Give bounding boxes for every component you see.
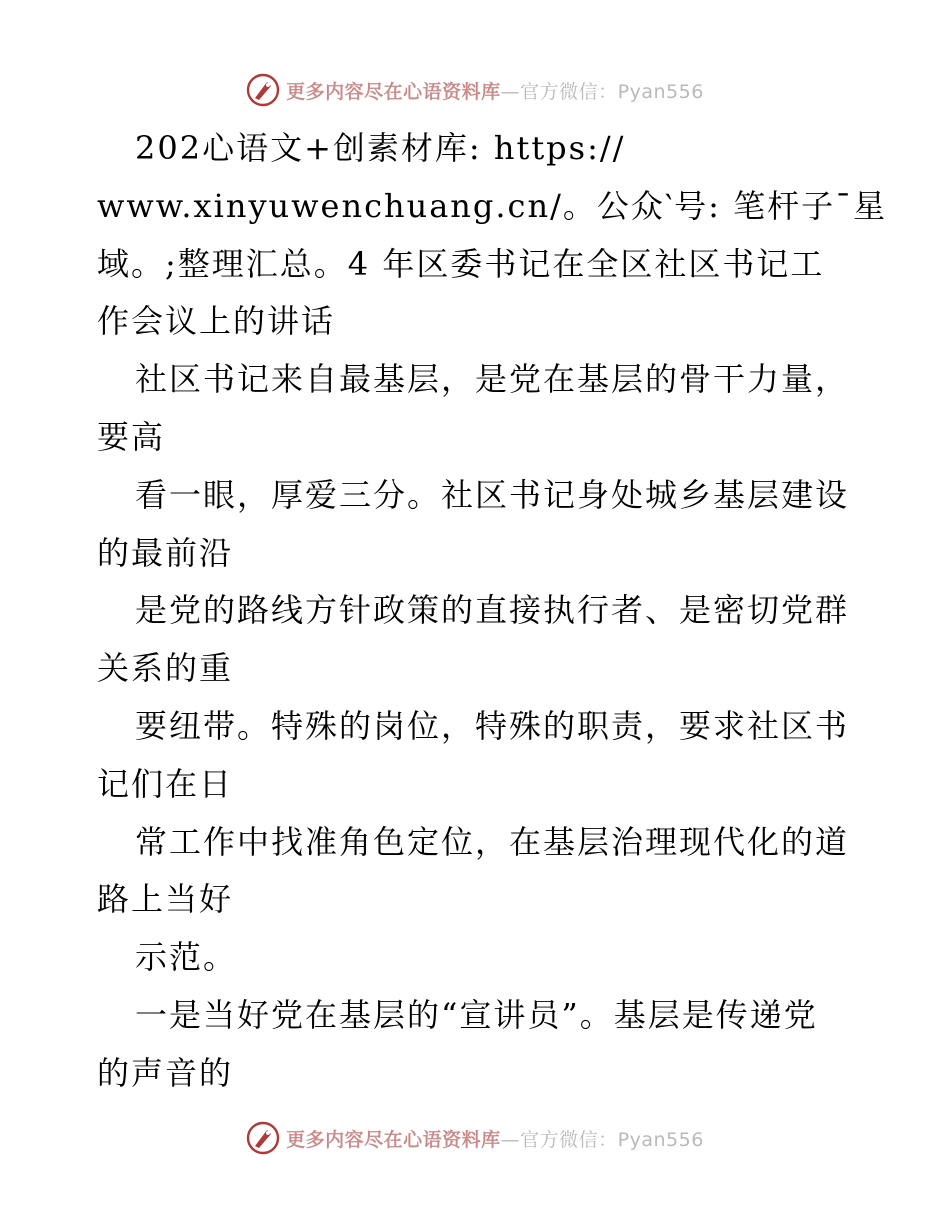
banner-main-text: 更多内容尽在心语资料库: [286, 1128, 501, 1151]
text-line: 的最前沿: [97, 533, 234, 572]
text-line: 的声音的: [97, 1053, 234, 1092]
text-line: 看一眼，厚爱三分。社区书记身处城乡基层建设: [135, 475, 850, 514]
footer-banner: [0, 1118, 950, 1158]
pen-nib-logo-icon: [246, 73, 280, 107]
banner-suffix-text: 官方微信：Pyan556: [520, 80, 704, 103]
banner-suffix-text: 官方微信：Pyan556: [520, 1128, 704, 1151]
text-line: 是党的路线方针政策的直接执行者、是密切党群: [135, 591, 850, 630]
text-line: 路上当好: [97, 880, 234, 919]
text-line: 社区书记来自最基层，是党在基层的骨干力量，: [135, 360, 850, 399]
text-line: 202心语文+创素材库: https://: [135, 129, 626, 167]
text-line: www.xinyuwenchuang.cn/。公众‵号: 笔杆子¯星: [97, 186, 888, 225]
header-banner: [0, 70, 950, 110]
banner-dash: —: [500, 80, 521, 103]
header-banner-content: [246, 73, 704, 107]
text-line: 域。;整理汇总。4 年区委书记在全区社区书记工: [97, 244, 825, 283]
footer-banner-content: [246, 1121, 704, 1155]
text-line: 常工作中找准角色定位，在基层治理现代化的道: [135, 822, 850, 861]
text-line: 一是当好党在基层的“宣讲员”。基层是传递党: [135, 995, 818, 1034]
text-line: 要高: [97, 417, 166, 456]
text-line: 记们在日: [97, 764, 234, 803]
pen-nib-logo-icon: [246, 1121, 280, 1155]
text-line: 示范。: [135, 938, 238, 977]
text-line: 要纽带。特殊的岗位，特殊的职责，要求社区书: [135, 706, 850, 745]
text-line: 作会议上的讲话: [97, 302, 336, 341]
banner-dash: —: [500, 1128, 521, 1151]
text-line: 关系的重: [97, 649, 234, 688]
banner-main-text: 更多内容尽在心语资料库: [286, 80, 501, 103]
document-body: [97, 120, 888, 1103]
